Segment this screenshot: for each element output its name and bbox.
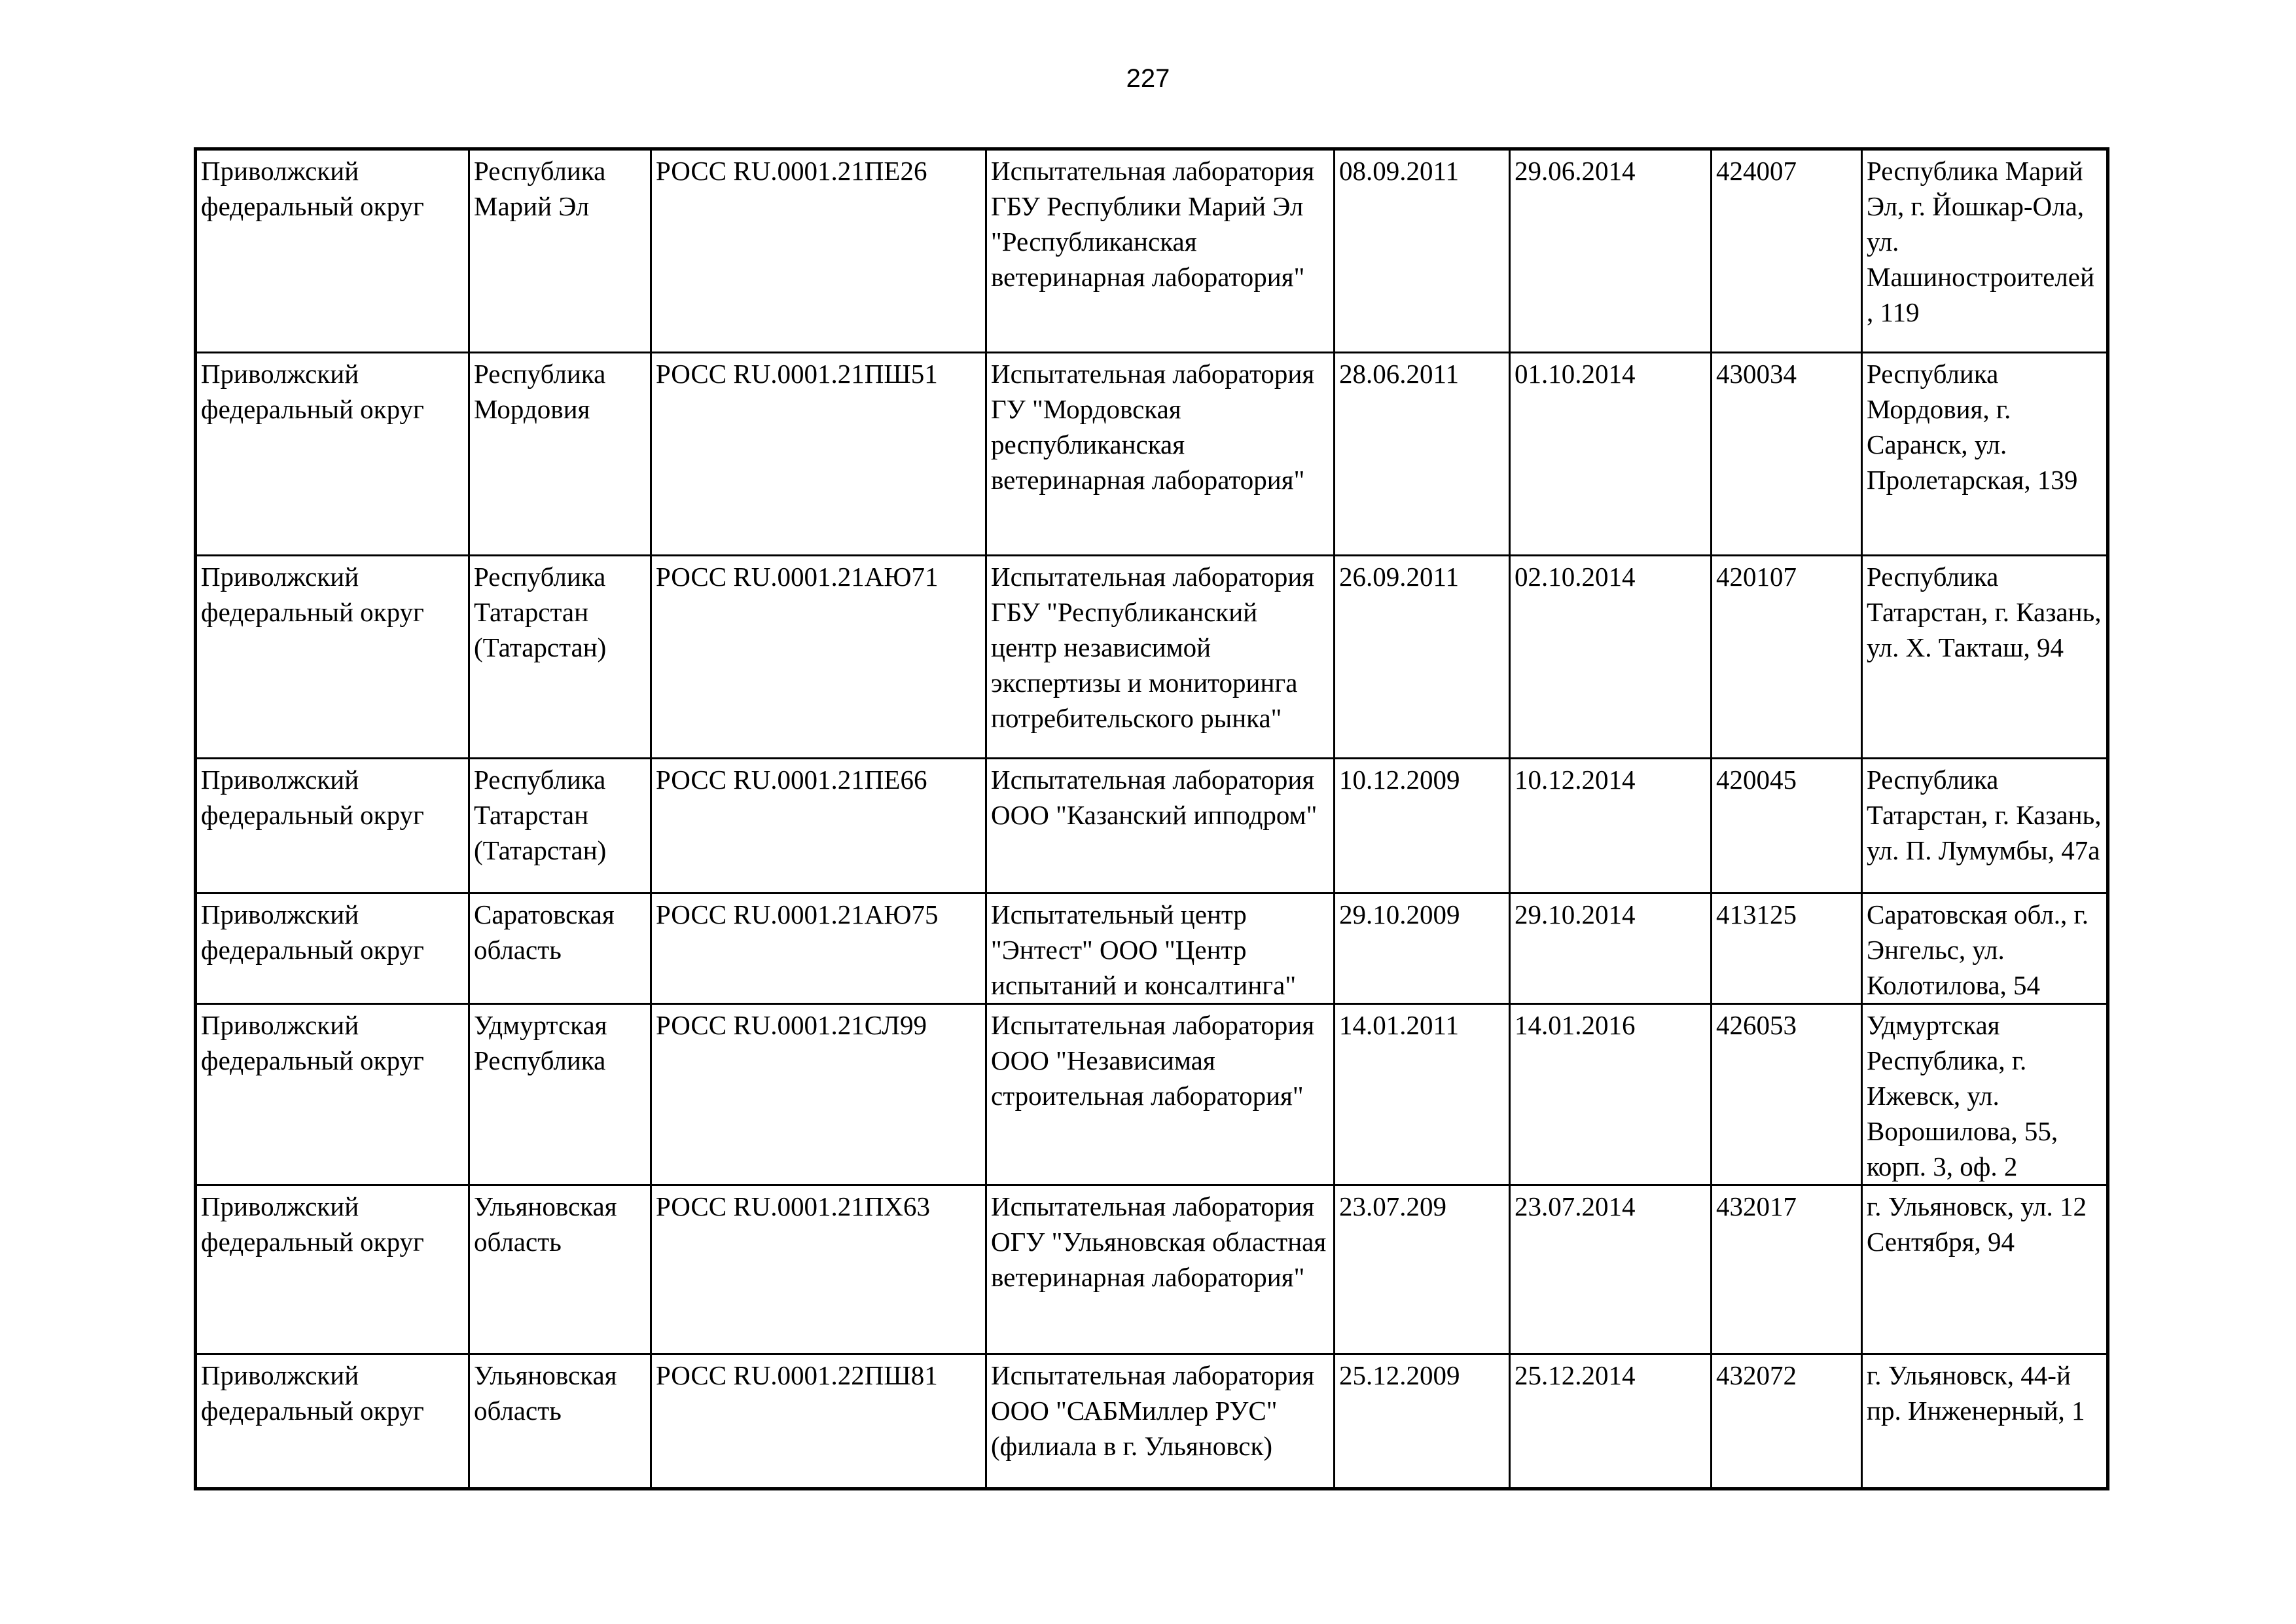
- date-from-cell: 25.12.2009: [1335, 1354, 1510, 1489]
- region-cell: Саратовская область: [469, 893, 651, 1004]
- district-cell: Приволжский федеральный округ: [196, 1004, 469, 1185]
- date-to-cell: 01.10.2014: [1510, 353, 1712, 556]
- registration-number-cell: РОСС RU.0001.21АЮ75: [651, 893, 986, 1004]
- registration-number-cell: РОСС RU.0001.22ПШ81: [651, 1354, 986, 1489]
- postal-code-cell: 420045: [1712, 759, 1862, 893]
- laboratory-name-cell: Испытательный центр "Энтест" ООО "Центр испытаний и консалтинга": [986, 893, 1335, 1004]
- registration-number-cell: РОСС RU.0001.21ПЕ66: [651, 759, 986, 893]
- region-cell: Республика Татарстан (Татарстан): [469, 556, 651, 759]
- date-from-cell: 08.09.2011: [1335, 149, 1510, 353]
- address-cell: г. Ульяновск, ул. 12 Сентября, 94: [1862, 1185, 2108, 1354]
- region-cell: Ульяновская область: [469, 1185, 651, 1354]
- laboratory-name-cell: Испытательная лаборатория ООО "Независимая строительная лаборатория": [986, 1004, 1335, 1185]
- district-cell: Приволжский федеральный округ: [196, 556, 469, 759]
- address-cell: Республика Татарстан, г. Казань, ул. Х. Такташ, 94: [1862, 556, 2108, 759]
- address-cell: Республика Мордовия, г. Саранск, ул. Пролетарская, 139: [1862, 353, 2108, 556]
- date-from-cell: 26.09.2011: [1335, 556, 1510, 759]
- address-cell: Саратовская обл., г. Энгельс, ул. Колотилова, 54: [1862, 893, 2108, 1004]
- laboratory-name-cell: Испытательная лаборатория ООО "САБМиллер РУС" (филиала в г. Ульяновск): [986, 1354, 1335, 1489]
- region-cell: Удмуртская Республика: [469, 1004, 651, 1185]
- date-from-cell: 28.06.2011: [1335, 353, 1510, 556]
- date-from-cell: 10.12.2009: [1335, 759, 1510, 893]
- page-number: 227: [1126, 64, 1170, 93]
- table-row: [196, 1185, 2108, 1354]
- registration-number-cell: РОСС RU.0001.21ПШ51: [651, 353, 986, 556]
- date-to-cell: 25.12.2014: [1510, 1354, 1712, 1489]
- address-cell: Республика Татарстан, г. Казань, ул. П. Лумумбы, 47а: [1862, 759, 2108, 893]
- district-cell: Приволжский федеральный округ: [196, 1185, 469, 1354]
- registration-number-cell: РОСС RU.0001.21ПЕ26: [651, 149, 986, 353]
- date-to-cell: 10.12.2014: [1510, 759, 1712, 893]
- address-cell: Республика Марий Эл, г. Йошкар-Ола, ул. Машиностроителей , 119: [1862, 149, 2108, 353]
- table-row: [196, 556, 2108, 759]
- postal-code-cell: 432072: [1712, 1354, 1862, 1489]
- address-cell: Удмуртская Республика, г. Ижевск, ул. Ворошилова, 55, корп. 3, оф. 2: [1862, 1004, 2108, 1185]
- table-row: [196, 893, 2108, 1004]
- laboratory-name-cell: Испытательная лаборатория ГБУ Республики Марий Эл "Республиканская ветеринарная лаборатория": [986, 149, 1335, 353]
- postal-code-cell: 432017: [1712, 1185, 1862, 1354]
- postal-code-cell: 424007: [1712, 149, 1862, 353]
- district-cell: Приволжский федеральный округ: [196, 893, 469, 1004]
- date-to-cell: 29.10.2014: [1510, 893, 1712, 1004]
- region-cell: Ульяновская область: [469, 1354, 651, 1489]
- registration-number-cell: РОСС RU.0001.21АЮ71: [651, 556, 986, 759]
- laboratory-name-cell: Испытательная лаборатория ОГУ "Ульяновская областная ветеринарная лаборатория": [986, 1185, 1335, 1354]
- registration-number-cell: РОСС RU.0001.21ПХ63: [651, 1185, 986, 1354]
- registration-number-cell: РОСС RU.0001.21СЛ99: [651, 1004, 986, 1185]
- region-cell: Республика Татарстан (Татарстан): [469, 759, 651, 893]
- postal-code-cell: 413125: [1712, 893, 1862, 1004]
- laboratory-name-cell: Испытательная лаборатория ГБУ "Республиканский центр независимой экспертизы и мониторинга потребительского рынка": [986, 556, 1335, 759]
- date-from-cell: 29.10.2009: [1335, 893, 1510, 1004]
- laboratory-name-cell: Испытательная лаборатория ООО "Казанский ипподром": [986, 759, 1335, 893]
- laboratory-name-cell: Испытательная лаборатория ГУ "Мордовская республиканская ветеринарная лаборатория": [986, 353, 1335, 556]
- date-to-cell: 29.06.2014: [1510, 149, 1712, 353]
- region-cell: Республика Мордовия: [469, 353, 651, 556]
- region-cell: Республика Марий Эл: [469, 149, 651, 353]
- table-row: [196, 149, 2108, 353]
- date-to-cell: 02.10.2014: [1510, 556, 1712, 759]
- table-row: [196, 353, 2108, 556]
- district-cell: Приволжский федеральный округ: [196, 353, 469, 556]
- address-cell: г. Ульяновск, 44-й пр. Инженерный, 1: [1862, 1354, 2108, 1489]
- date-to-cell: 23.07.2014: [1510, 1185, 1712, 1354]
- district-cell: Приволжский федеральный округ: [196, 149, 469, 353]
- district-cell: Приволжский федеральный округ: [196, 759, 469, 893]
- table-row: [196, 1004, 2108, 1185]
- district-cell: Приволжский федеральный округ: [196, 1354, 469, 1489]
- postal-code-cell: 426053: [1712, 1004, 1862, 1185]
- table-row: [196, 759, 2108, 893]
- table-row: [196, 1354, 2108, 1489]
- date-to-cell: 14.01.2016: [1510, 1004, 1712, 1185]
- postal-code-cell: 420107: [1712, 556, 1862, 759]
- date-from-cell: 14.01.2011: [1335, 1004, 1510, 1185]
- registry-table: [194, 147, 2109, 1490]
- date-from-cell: 23.07.209: [1335, 1185, 1510, 1354]
- postal-code-cell: 430034: [1712, 353, 1862, 556]
